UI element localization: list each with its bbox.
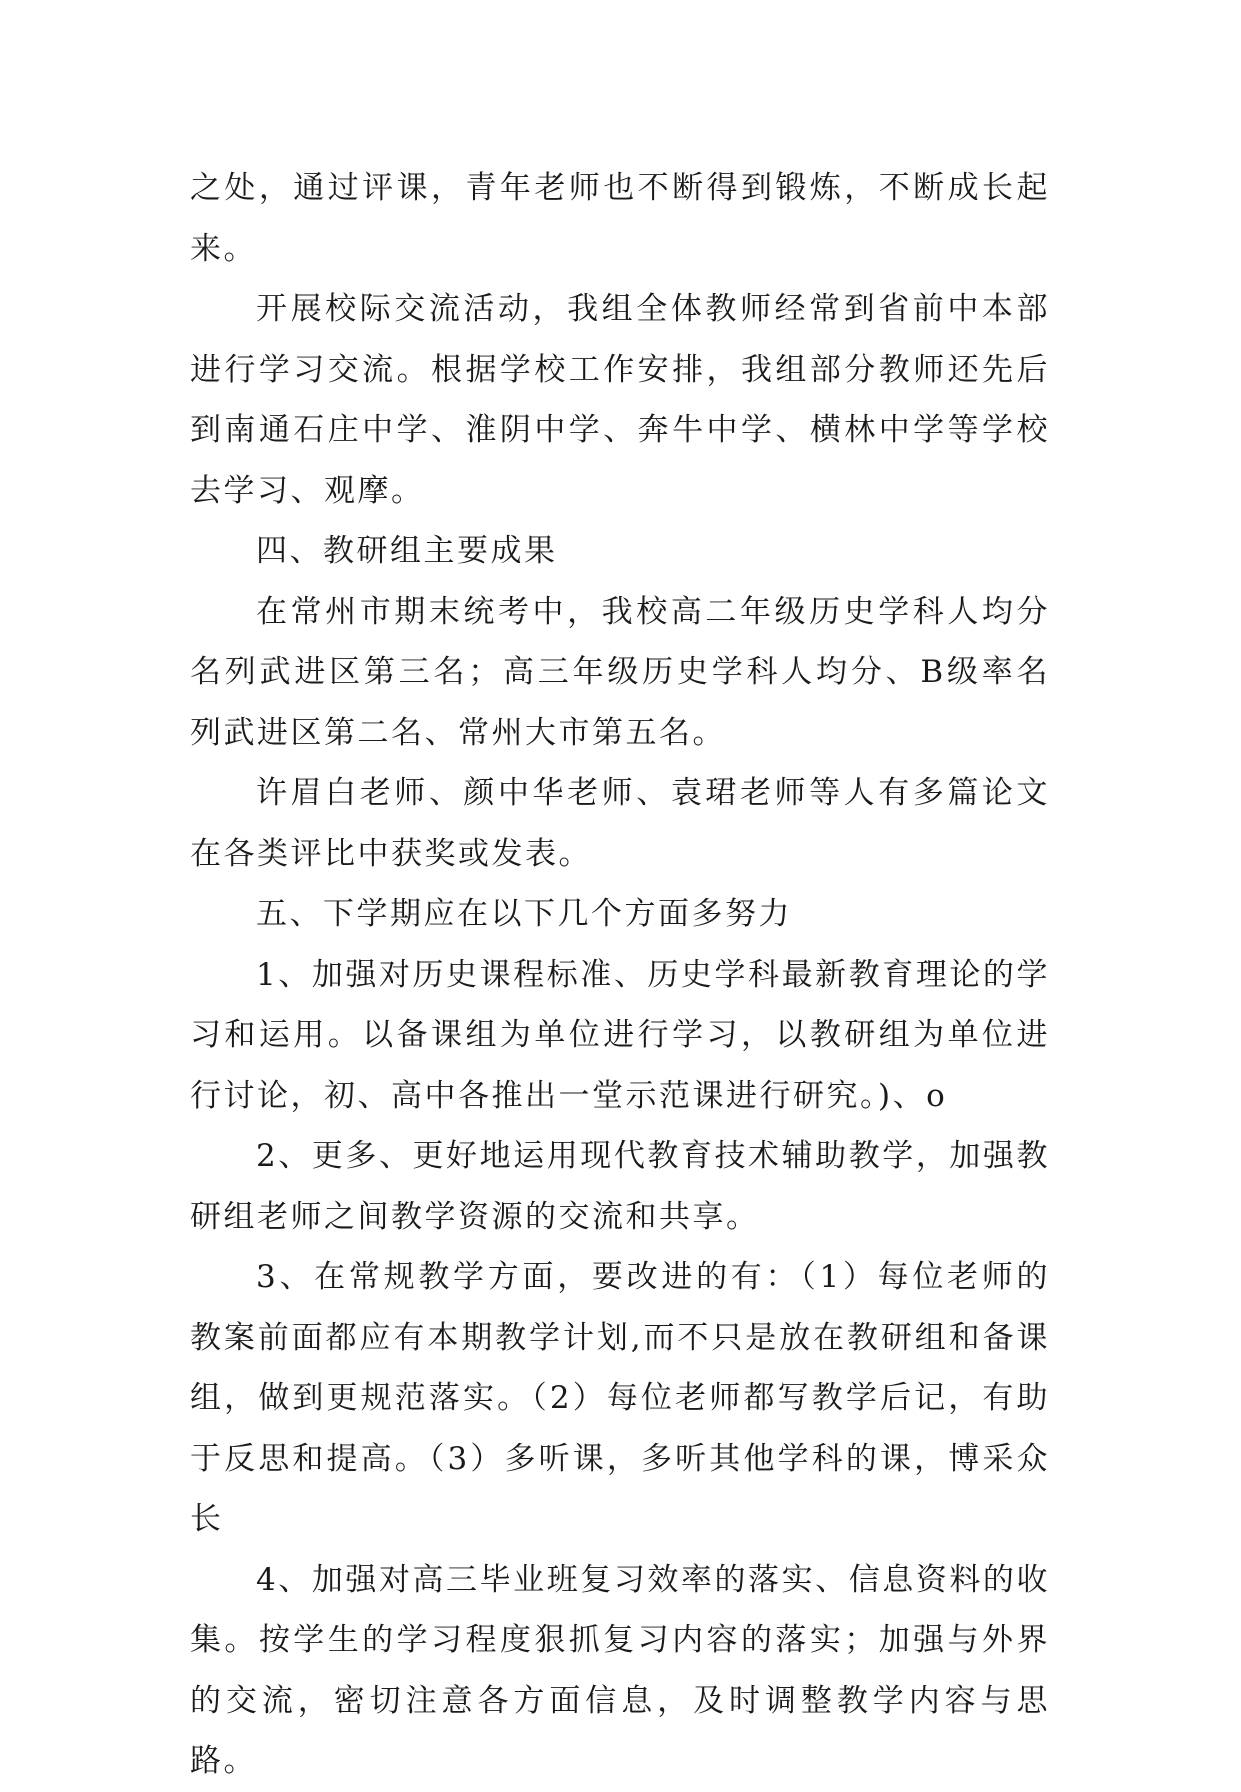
section-heading-4: 四、教研组主要成果 bbox=[256, 533, 558, 569]
list-item-3: 3、在常规教学方面，要改进的有：（1）每位老师的教案前面都应有本期教学计划,而不只是放在教研组和备课组，做到更规范落实。（2）每位老师都写教学后记，有助于反思和提高。（3）多听课，多听其他学科的课，博采众长 bbox=[190, 1259, 1050, 1537]
paragraph-2: 开展校际交流活动，我组全体教师经常到省前中本部进行学习交流。根据学校工作安排，我组部分教师还先后到南通石庄中学、淮阴中学、奔牛中学、横林中学等学校去学习、观摩。 bbox=[190, 291, 1050, 509]
paragraph-1: 之处，通过评课，青年老师也不断得到锻炼，不断成长起来。 bbox=[190, 170, 1050, 267]
list-item-2: 2、更多、更好地运用现代教育技术辅助教学，加强教研组老师之间教学资源的交流和共享。 bbox=[190, 1138, 1050, 1235]
section-heading-5: 五、下学期应在以下几个方面多努力 bbox=[256, 896, 792, 932]
list-item-1: 1、加强对历史课程标准、历史学科最新教育理论的学习和运用。以备课组为单位进行学习，以教研组为单位进行讨论，初、高中各推出一堂示范课进行研究。)、o bbox=[190, 956, 1050, 1114]
document-body bbox=[190, 158, 1050, 1792]
paragraph-4: 许眉白老师、颜中华老师、袁珺老师等人有多篇论文在各类评比中获奖或发表。 bbox=[190, 775, 1050, 872]
paragraph-3: 在常州市期末统考中，我校高二年级历史学科人均分名列武进区第三名；高三年级历史学科人均分、B级率名列武进区第二名、常州大市第五名。 bbox=[190, 593, 1050, 751]
list-item-4: 4、加强对高三毕业班复习效率的落实、信息资料的收集。按学生的学习程度狠抓复习内容的落实；加强与外界的交流，密切注意各方面信息，及时调整教学内容与思路。 bbox=[190, 1561, 1050, 1779]
